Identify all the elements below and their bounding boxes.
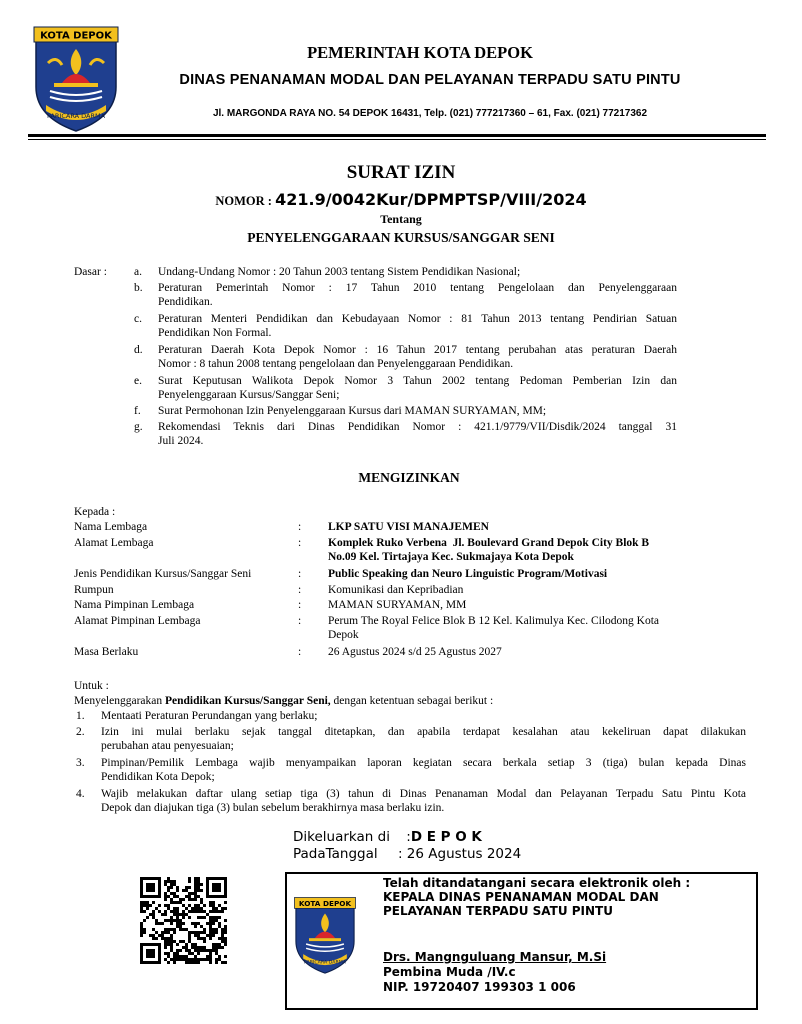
untuk-number: 1. [76, 710, 85, 722]
qr-code [140, 877, 230, 965]
dasar-letter: e. [134, 375, 142, 387]
nomor-label: NOMOR : [215, 194, 276, 208]
signature-box [285, 872, 758, 1010]
signature-logo-banner: KOTA DEPOK [298, 898, 352, 908]
signature-line-1: Telah ditandatangani secara elektronik oleh : [383, 876, 691, 890]
untuk-text: Izin ini mulai berlaku sejak tanggal ditetapkan, dan apabila terdapat kesalahan atau kekeliruan dapat dilakukan perubahan atau penyesuaian; [101, 726, 746, 753]
logo-motto-text: PARICARA DARMA [46, 112, 106, 120]
field-colon: : [298, 584, 302, 596]
issued-date [293, 846, 521, 862]
signatory-rank: Pembina Muda /IV.c [383, 965, 516, 979]
signature-logo [293, 894, 357, 978]
document-number [0, 190, 802, 210]
kepada-label: Kepada : [74, 506, 116, 518]
field-value: Perum The Royal Felice Blok B 12 Kel. Kalimulya Kec. Cilodong Kota Depok [328, 615, 660, 642]
qr-finder [142, 879, 160, 897]
agency-name: DINAS PENANAMAN MODAL DAN PELAYANAN TERPADU SATU PINTU [179, 72, 681, 88]
dasar-text: Peraturan Menteri Pendidikan dan Kebudayaan Nomor : 81 Tahun 2013 tentang Pendirian Satuan Pendidikan Non Formal. [158, 313, 677, 340]
issued-date-value: : 26 Agustus 2024 [397, 846, 522, 862]
field-colon: : [298, 521, 302, 533]
qr-finder [208, 879, 226, 897]
issued-place-label: Dikeluarkan di [293, 829, 390, 845]
field-value: Komunikasi dan Kepribadian [328, 584, 464, 596]
untuk-text: Wajib melakukan daftar ulang setiap tiga (3) tahun di Dinas Penanaman Modal dan Pelayanan Terpadu Satu Pintu Kota Depok dan diajukan tiga (3) bulan sebelum berakhirnya masa berlaku izin. [101, 788, 746, 815]
untuk-number: 2. [76, 726, 85, 738]
qr-finder [142, 945, 160, 963]
field-colon: : [298, 646, 302, 658]
field-label: Jenis Pendidikan Kursus/Sanggar Seni [74, 568, 252, 580]
issued-place-value: D E P O K [410, 829, 482, 845]
dasar-letter: g. [134, 421, 143, 433]
document-subject: PENYELENGGARAAN KURSUS/SANGGAR SENI [247, 230, 555, 245]
field-colon: : [298, 615, 302, 627]
nomor-value: 421.9/0042Kur/DPMPTSP/VIII/2024 [275, 190, 587, 209]
dasar-text: Rekomendasi Teknis dari Dinas Pendidikan Nomor : 421.1/9779/VII/Disdik/2024 tanggal 31 Juli 2024. [158, 421, 677, 448]
issued-place [293, 829, 482, 845]
field-label: Masa Berlaku [74, 646, 139, 658]
field-value: Komplek Ruko Verbena Jl. Boulevard Grand Depok City Blok B No.09 Kel. Tirtajaya Kec. Sukmajaya Kota Depok [328, 537, 650, 564]
dasar-text: Peraturan Pemerintah Nomor : 17 Tahun 2010 tentang Pengelolaan dan Penyelenggaraan Pendidikan. [158, 282, 677, 309]
dasar-letter: d. [134, 344, 143, 356]
dasar-letter: c. [134, 313, 142, 325]
untuk-text: Pimpinan/Pemilik Lembaga wajib menyampaikan laporan kegiatan secara berkala setiap 3 (tiga) bulan kepada Dinas Pendidikan Kota Depok; [101, 757, 746, 784]
field-value: 26 Agustus 2024 s/d 25 Agustus 2027 [328, 646, 502, 658]
untuk-number: 4. [76, 788, 85, 800]
untuk-text: Mentaati Peraturan Perundangan yang berlaku; [101, 710, 318, 722]
field-colon: : [298, 568, 302, 580]
mengizinkan-heading: MENGIZINKAN [358, 470, 460, 485]
dasar-letter: f. [134, 405, 141, 417]
field-label: Rumpun [74, 584, 114, 596]
signature-logo-motto: PARICARA DARMA [303, 960, 347, 966]
signatory-name: Drs. Mangnguluang Mansur, M.Si [383, 950, 607, 964]
untuk-number: 3. [76, 757, 85, 769]
document-title: SURAT IZIN [346, 162, 456, 183]
field-label: Alamat Lembaga [74, 537, 154, 549]
field-value: LKP SATU VISI MANAJEMEN [328, 521, 489, 533]
government-name: PEMERINTAH KOTA DEPOK [307, 43, 533, 62]
untuk-intro: Menyelenggarakan Pendidikan Kursus/Sanggar Seni, dengan ketentuan sebagai berikut : [74, 695, 494, 707]
field-value: MAMAN SURYAMAN, MM [328, 599, 467, 611]
letterhead-divider-thin [28, 139, 766, 140]
signature-line-2: KEPALA DINAS PENANAMAN MODAL DAN [383, 890, 659, 904]
dasar-text: Surat Permohonan Izin Penyelenggaraan Kursus dari MAMAN SURYAMAN, MM; [158, 405, 547, 417]
dasar-letter: b. [134, 282, 143, 294]
agency-address: Jl. MARGONDA RAYA NO. 54 DEPOK 16431, Telp. (021) 777217360 – 61, Fax. (021) 77217362 [212, 108, 648, 119]
signature-text [383, 876, 690, 918]
dasar-text: Peraturan Daerah Kota Depok Nomor : 16 Tahun 2017 tentang perubahan atas peraturan Daerah Nomor : 8 tahun 2008 tentang pengelolaan dan Penyelenggaraan Pendidikan. [158, 344, 677, 371]
tentang-label: Tentang [380, 212, 422, 226]
signatory [383, 950, 606, 995]
signatory-nip: NIP. 19720407 199303 1 006 [383, 980, 576, 994]
kota-depok-logo [32, 25, 120, 135]
dasar-text: Surat Keputusan Walikota Depok Nomor 3 Tahun 2002 tentang Pedoman Pemberian Izin dan Penyelenggaraan Kursus/Sanggar Seni; [158, 375, 677, 402]
field-colon: : [298, 537, 302, 549]
issued-place-colon: : [406, 829, 411, 845]
field-colon: : [298, 599, 302, 611]
dasar-letter: a. [134, 266, 142, 278]
untuk-label: Untuk : [74, 680, 109, 692]
letterhead-divider [28, 134, 766, 137]
dasar-text: Undang-Undang Nomor : 20 Tahun 2003 tentang Sistem Pendidikan Nasional; [158, 266, 521, 278]
issued-date-label: PadaTanggal [293, 846, 378, 862]
signature-line-3: PELAYANAN TERPADU SATU PINTU [383, 904, 613, 918]
field-label: Nama Lembaga [74, 521, 148, 533]
field-label: Nama Pimpinan Lembaga [74, 599, 195, 611]
dasar-label: Dasar : [74, 266, 107, 278]
field-label: Alamat Pimpinan Lembaga [74, 615, 201, 627]
logo-banner-text: KOTA DEPOK [40, 30, 112, 42]
field-value: Public Speaking dan Neuro Linguistic Program/Motivasi [328, 568, 608, 580]
